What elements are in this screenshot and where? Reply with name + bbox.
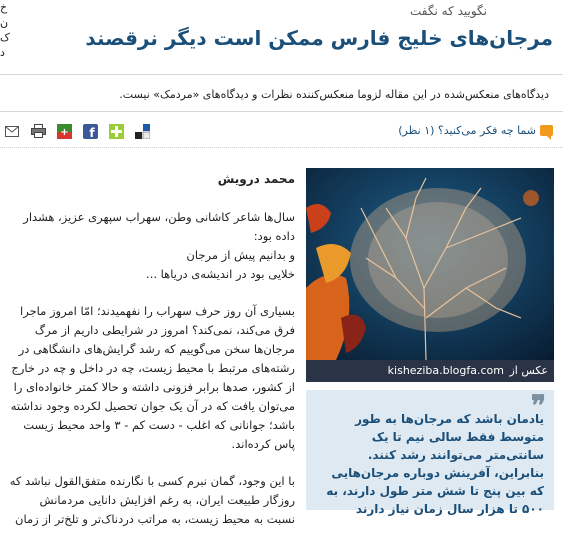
caption-source: kisheziba.blogfa.com [387,364,504,377]
caption-prefix: عکس از [509,364,548,377]
article-body-paragraph-2 [9,302,295,454]
disclaimer-text: دیدگاه‌های منعکس‌شده در این مقاله لزوما منعکس‌کننده نظرات و دیدگاه‌های «مردمک» نیست. [119,88,549,101]
body-paragraph: سال‌ها شاعر کاشانی وطن، سهراب سپهری عزیز، هشدار داده بود: [23,210,295,243]
coral-photo [306,168,554,360]
quote-mark-icon: ❞ [530,389,546,422]
share-toolbar [4,122,150,140]
comment-icon [540,125,553,136]
article-body-paragraph-3 [9,472,295,529]
google-plus-icon[interactable] [56,123,72,139]
article-kicker: نگویید که نگفت [409,4,487,18]
body-paragraph: با این وجود، گمان نبرم کسی با نگارنده متفق‌القول نباشد که روزگار طبیعت ایران، به رغم افزایش دانایی مردمانش نسبت به محیط زیست، به مراتب دردناک‌تر و تلخ‌تر از زمان [9,474,295,526]
divider [0,111,563,112]
divider [0,74,563,75]
add-icon[interactable] [108,123,124,139]
comment-link-text[interactable]: شما چه فکر می‌کنید؟ (۱ نظر) [398,124,536,137]
article-body [9,208,295,284]
comment-link[interactable] [398,124,553,137]
poem-line: و بدانیم پیش از مرجان [186,248,295,262]
article-title: مرجان‌های خلیج فارس ممکن است دیگر نرقصند [85,26,553,50]
adjacent-column-fragment [0,0,14,60]
photo-caption [306,360,554,382]
poem-line: خلایی بود در اندیشه‌ی دریاها ... [146,267,295,281]
pull-quote-box [306,389,554,516]
fragment-char: د [0,46,5,59]
facebook-icon[interactable] [82,123,98,139]
svg-text:f: f [88,125,95,139]
body-paragraph: بسیاری آن روز حرف سهراب را نفهمیدند؛ امّا امروز ماجرا فرق می‌کند، نمی‌کند؟ امروز در شرایطی داریم از مرگ مرجان‌ها سخن می‌گوییم که رشد گرایش‌های دانشگاهی در رشته‌های مرتبط با محیط زیست، چه در داخل و چه در خارج از کشور، صدها برابر فزونی داشته و حالا کمتر خانواده‌ای را می‌توان یافت که در آن یک جوان تحصیل لکرده وجود نداشته باشد؛ جوانانی که اغلب - دست کم - ۳ واحد محیط زیست پاس کرده‌اند. [10,304,295,451]
email-icon[interactable] [4,123,20,139]
pull-quote-text: یادمان باشد که مرجان‌ها به طور متوسط فقط سالی نیم تا یک سانتی‌متر می‌توانند رشد کنند. بنابراین، آفرینش دوباره مرجان‌هایی که بین پنج تا شش متر طول دارند، به ۵۰۰ تا هزار سال زمان نیاز دارند [326,412,544,516]
print-icon[interactable] [30,123,46,139]
balatarin-icon[interactable] [134,123,150,139]
fragment-char: ک [0,31,10,44]
divider [0,147,563,148]
svg-text:+: + [59,126,69,138]
fragment-char: خ [0,1,8,14]
fragment-char: ن [0,16,9,29]
author-name: محمد درویش [217,172,295,186]
